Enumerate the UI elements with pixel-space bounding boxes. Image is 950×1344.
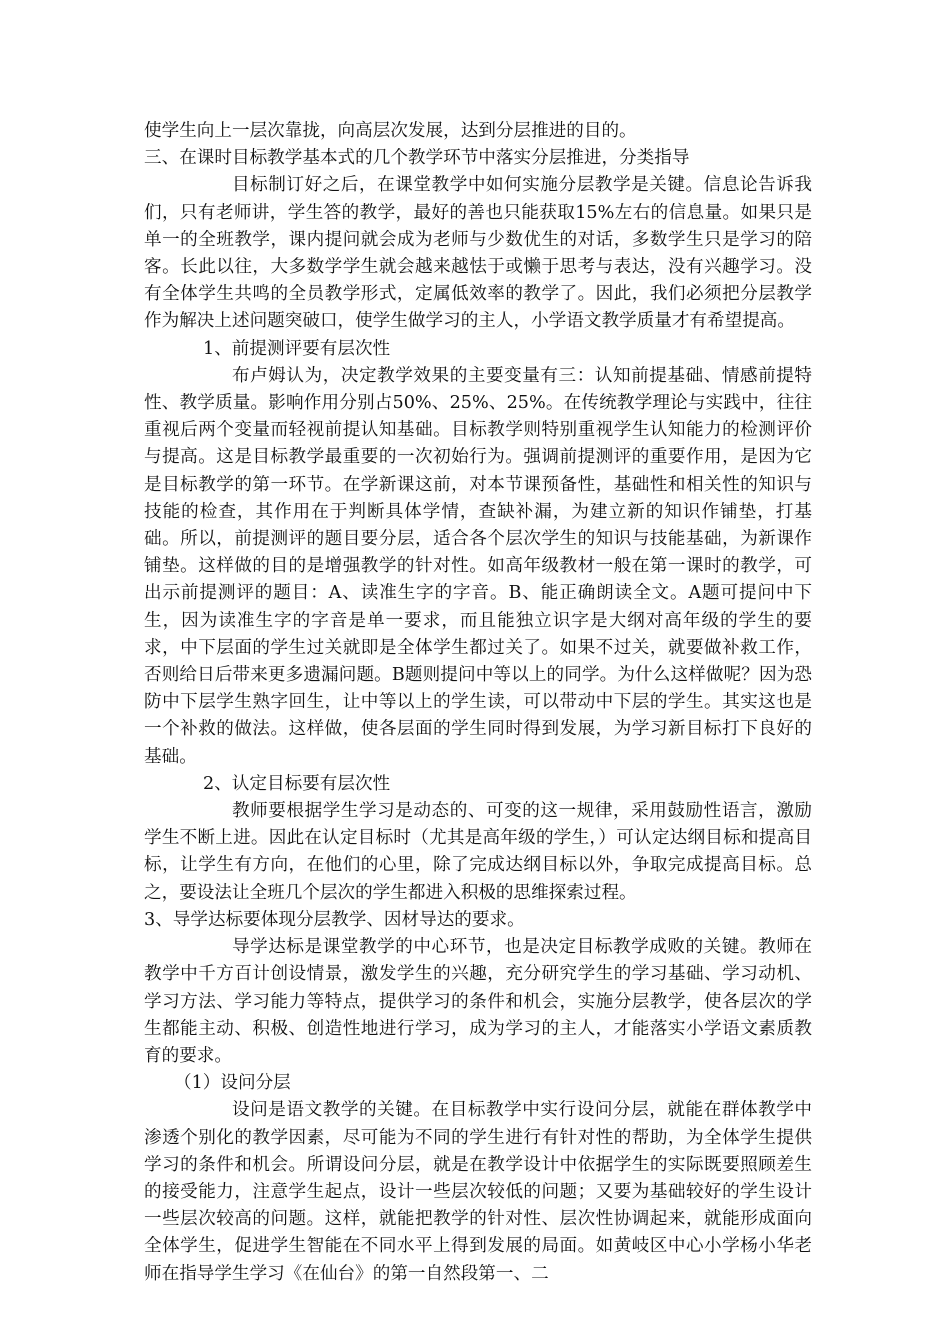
paragraph-question-layering: 设问是语文教学的关键。在目标教学中实行设问分层，就能在群体教学中渗透个别化的教学因素，尽可能为不同的学生进行有针对性的帮助，为全体学生提供学习的条件和机会。所谓设问分层，就是在教学设计中依据学生的实际既要照顾差生的接受能力，注意学生起点，设计一些层次较低的问题；又要为基础较好的学生设计一些层次较高的问题。这样，就能把教学的针对性、层次性协调起来，就能形成面向全体学生，促进学生智能在不同水平上得到发展的局面。如黄岐区中心小学杨小华老师在指导学生学习《在仙台》的第一自然段第一、二 bbox=[144, 1100, 812, 1284]
document-page bbox=[144, 118, 812, 1288]
subheading-pretest: 1、前提测评要有层次性 bbox=[203, 338, 391, 359]
paragraph-goal-setting: 目标制订好之后，在课堂教学中如何实施分层教学是关键。信息论告诉我们，只有老师讲，学生答的教学，最好的善也只能获取15%左右的信息量。如果只是单一的全班教学，课内提问就会成为老师与少数优生的对话，多数学生只是学习的陪客。长此以往，大多数学学生就会越来越怯于或懒于思考与表达，没有兴趣学习。没有全体学生共鸣的全员教学形式，定属低效率的教学了。因此，我们必须把分层教学作为解决上述问题突破口，使学生做学习的主人，小学语文教学质量才有希望提高。 bbox=[144, 175, 812, 332]
subheading-question-layering: （1）设问分层 bbox=[174, 1073, 291, 1094]
section-heading-3: 三、在课时目标教学基本式的几个教学环节中落实分层推进，分类指导 bbox=[144, 148, 690, 169]
paragraph-pretest: 布卢姆认为，决定教学效果的主要变量有三：认知前提基础、情感前提特性、教学质量。影响作用分别占50%、25%、25%。在传统教学理论与实践中，往往重视后两个变量而轻视前提认知基础。目标教学则特别重视学生认知能力的检测评价与提高。这是目标教学最重要的一次初始行为。强调前提测评的重要作用，是因为它是目标教学的第一环节。在学新课这前，对本节课预备性，基础性和相关性的知识与技能的检查，其作用在于判断具体学情，查缺补漏，为建立新的知识作铺垫，打基础。所以，前提测评的题目要分层，适合各个层次学生的知识与技能基础，为新课作铺垫。这样做的目的是增强教学的针对性。如高年级教材一般在第一课时的教学，可出示前提测评的题目：A、读准生字的字音。B、能正确朗读全文。A题可提问中下生，因为读准生字的字音是单一要求，而且能独立识字是大纲对高年级的学生的要求，中下层面的学生过关就即是全体学生都过关了。如果不过关，就要做补救工作，否则给日后带来更多遗漏问题。B题则提问中等以上的同学。为什么这样做呢？因为恐防中下层学生熟字回生，让中等以上的学生读，可以带动中下层的学生。其实这也是一个补救的做法。这样做，使各层面的学生同时得到发展，为学习新目标打下良好的基础。 bbox=[144, 365, 812, 767]
paragraph-intro: 使学生向上一层次靠拢，向高层次发展，达到分层推进的目的。 bbox=[144, 121, 637, 141]
subheading-goal-confirm: 2、认定目标要有层次性 bbox=[203, 773, 391, 794]
subheading-guided-learning: 3、导学达标要体现分层教学、因材导达的要求。 bbox=[144, 909, 525, 930]
paragraph-guided-learning: 导学达标是课堂教学的中心环节，也是决定目标教学成败的关键。教师在教学中千方百计创设情景，激发学生的兴趣，充分研究学生的学习基础、学习动机、学习方法、学习能力等特点，提供学习的条件和机会，实施分层教学，使各层次的学生都能主动、积极、创造性地进行学习，成为学习的主人，才能落实小学语文素质教育的要求。 bbox=[144, 937, 812, 1066]
paragraph-goal-confirm: 教师要根据学生学习是动态的、可变的这一规律，采用鼓励性语言，激励学生不断上进。因此在认定目标时（尤其是高年级的学生，）可认定达纲目标和提高目标，让学生有方向，在他们的心里，除了完成达纲目标以外，争取完成提高目标。总之，要设法让全班几个层次的学生都进入积极的思维探索过程。 bbox=[144, 801, 812, 903]
